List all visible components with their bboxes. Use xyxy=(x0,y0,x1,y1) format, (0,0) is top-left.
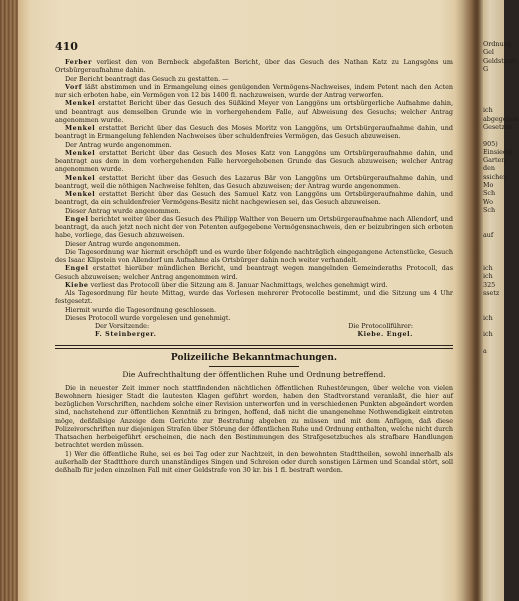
right-page-line: ich xyxy=(483,106,493,115)
right-page-line: den xyxy=(483,164,495,173)
right-page-line xyxy=(483,322,504,330)
clerks-title: Die Protocollführer: xyxy=(348,322,413,330)
left-page xyxy=(55,40,453,580)
speaker-name: Engel xyxy=(65,264,89,273)
right-page-line: abgegeben xyxy=(483,114,519,123)
right-page-line xyxy=(483,98,504,106)
right-page-line xyxy=(483,81,504,89)
right-page-line xyxy=(483,256,504,264)
speaker-name: Ferber xyxy=(65,58,93,66)
paragraph-text: verliest den von Bernbeck abgefaßten Bericht, über das Gesuch des Nathan Katz zu Langsgöns um Ortsbürgeraufnahme dahin. xyxy=(55,58,453,75)
right-page-line xyxy=(483,339,504,347)
page-edges-left xyxy=(0,0,18,601)
right-page-line xyxy=(483,306,504,314)
paragraph-text: läßt abstimmen und in Ermangelung eines genügenden Vermögens-Nachweises, indem Petent nach den Acten nur sich erboten habe, ein Vermögen von 12 bis 1400 fl. nachzuweisen, wurde der Antrag verworfen. xyxy=(55,82,453,99)
right-page-line: ich xyxy=(483,330,493,339)
protocol-paragraph xyxy=(55,75,453,83)
paragraph-text: erstattet Bericht über das Gesuch des Moses Moritz von Langgöns, um Ortsbürgeraufnahme dahin, und beantragt in Ermangelung fehlenden Nachweises über schuldenfreies Vermögen, das Gesuch abzuweisen. xyxy=(55,124,453,141)
right-page-line: ich xyxy=(483,272,493,281)
right-page-line: Garten xyxy=(483,156,506,165)
paragraph-text: Dieses Protocoll wurde vorgelesen und genehmigt. xyxy=(65,313,231,322)
right-page-line: 905) xyxy=(483,139,498,148)
right-page-line: Geldstrafe xyxy=(483,56,517,65)
page-body xyxy=(55,58,453,474)
protocol-paragraph xyxy=(55,314,453,322)
right-page-line xyxy=(483,239,504,247)
right-page-line: Wo xyxy=(483,197,493,206)
paragraph-text: erstattet Bericht über das Gesuch des Lazarus Bär von Langgöns um Ortsbürgeraufnahme dahin, und beantragt, weil die nöthigen Nachweise fehlten, das Gesuch abzuweisen; der Antrag wurde angenommen. xyxy=(55,173,453,190)
protocol-paragraph xyxy=(55,215,453,240)
protocol-paragraph xyxy=(55,264,453,281)
right-page-line: Mo xyxy=(483,181,494,190)
speaker-name: Menkel xyxy=(65,148,96,157)
right-page-line xyxy=(483,214,504,222)
right-page-line: Einsiedel xyxy=(483,147,513,156)
paragraph-text: Der Bericht beantragt das Gesuch zu gestatten. — xyxy=(65,74,229,83)
protocol-paragraph xyxy=(55,289,453,306)
right-page-line: Sch xyxy=(483,189,496,198)
protocol-paragraph xyxy=(55,124,453,141)
section-rule-top xyxy=(55,345,453,346)
paragraph-text: Die Tagesordnung war hiermit erschöpft und es wurde über folgende nachträglich eingegangene Actenstücke, Gesuch des Isaac Klipstein von Allendorf um Aufnahme als Ortsbürger dahin noch weiter verhandelt. xyxy=(55,247,453,264)
signature-names xyxy=(55,330,453,338)
chair-title: Der Vorsitzende: xyxy=(95,322,150,330)
right-page-line xyxy=(483,131,504,139)
page-number: 410 xyxy=(55,40,78,53)
paragraph-text: verliest das Protocoll über die Sitzung am 8. Januar Nachmittags, welches genehmigt wird. xyxy=(88,280,388,289)
protocol-paragraph xyxy=(55,141,453,149)
paragraph-text: Hiermit wurde die Tagesordnung geschlossen. xyxy=(65,305,217,314)
speaker-name: Menkel xyxy=(65,99,96,108)
speaker-name: Engel xyxy=(65,214,89,223)
right-page-line: 325 xyxy=(483,280,496,289)
right-page-line: ssichen xyxy=(483,172,508,181)
right-page-line: Ordnung xyxy=(483,40,512,48)
speaker-name: Menkel xyxy=(65,124,96,132)
paragraph-text: erstattet Bericht über das Gesuch des Moses Katz von Langgöns um Ortsbürgeraufnahme dahin, und beantragt aus dem in dem vorhergehenden Falle hervorgehobenen Grunde das Gesuch abzuweisen; welcher Antrag angenommen wurde. xyxy=(55,148,453,174)
protocol-paragraph xyxy=(55,240,453,248)
right-page-line: ich xyxy=(483,313,493,322)
protocol-paragraph xyxy=(55,306,453,314)
protocol-paragraph xyxy=(55,58,453,75)
right-page-line: Gel xyxy=(483,48,494,57)
paragraph-text: Dieser Antrag wurde angenommen. xyxy=(65,239,181,248)
right-page-line xyxy=(483,90,504,98)
notice-paragraph: 1) Wer die öffentliche Ruhe, sei es bei Tag oder zur Nachtzeit, in den bewohnten Stadttheilen, sowohl innerhalb als außerhalb der Stadtthore durch unanständiges Singen und Schreien oder durch sonstigen Lärmen und Scandal stört, soll deßhalb für jeden einzelnen Fall mit einer Geldstrafe von 30 kr. bis 1 fl. bestraft werden. xyxy=(55,449,453,474)
chair-name: F. Steinberger. xyxy=(95,330,157,339)
protocol-paragraph xyxy=(55,248,453,265)
right-page-line: Gesetzes xyxy=(483,122,512,131)
notice-paragraph: Die in neuester Zeit immer noch stattfindenden nächtlichen öffentlichen Ruhestörungen, über welche von vielen Bewohnern hiesiger Stadt die lautesten Klagen geführt worden, haben den Stadtvorstand veranlaßt, die hier auf bezüglichen Vorschriften, nachdem solche einer Revision unterworfen und in verschiedenen Punkten abgeändert worden sind, nachstehend zur öffentlichen Kenntniß zu bringen, hoffend, daß nicht die unangenehme Nothwendigkeit eintreten möge, deßfallsige Anzeige dem Gerichte zur Bestrafung abgeben zu müssen und mit dem Anfügen, daß diese Polizeivorschriften nur diejenigen Strafen über Störung der öffentlichen Ruhe und Ordnung enthalten, welche nicht durch Thatsachen herbeigeführt erscheinen, die nach den Bestimmungen des Strafgesetzbuches als strafbare Handlungen betrachtet werden müssen. xyxy=(55,383,453,450)
protocol-paragraph xyxy=(55,281,453,289)
right-page-line: ich xyxy=(483,264,493,273)
right-page-line: Sch xyxy=(483,205,496,214)
protocol-paragraph xyxy=(55,174,453,191)
section-subheading: Die Aufrechthaltung der öffentlichen Ruhe und Ordnung betreffend. xyxy=(122,369,386,379)
speaker-name: Menkel xyxy=(65,190,96,198)
paragraph-text: Als Tagesordnung für heute Mittag, wurde das Vorlesen mehrerer Protocolle bestimmt, und die Sitzung um 4 Uhr festgesetzt. xyxy=(55,289,453,306)
paragraph-text: erstattet hierüber mündlichen Bericht, und beantragt wegen mangelnden Gemeinderaths Protocoll, das Gesuch abzuweisen; welcher Antrag angenommen wird. xyxy=(55,264,453,281)
right-page-line xyxy=(483,247,504,255)
heading-divider xyxy=(209,366,299,367)
right-page-line xyxy=(483,223,504,231)
section-heading: Polizeiliche Bekanntmachungen. xyxy=(170,352,338,363)
gutter-shadow xyxy=(455,0,483,601)
speaker-name: Vorf xyxy=(65,82,83,91)
clerks-names: Kiebe. Engel. xyxy=(357,330,413,339)
paragraph-text: berichtet weiter über das Gesuch des Philipp Walther von Beuern um Ortsbürgeraufnahme nach Allendorf, und beantragt, da auch jetzt noch nicht der von Petenten aufgegebene Vermögensnachweis, den er beizubringen sich erboten habe, vorliege, das Gesuch abzuweisen. xyxy=(55,214,453,240)
section-rule-thin xyxy=(55,348,453,349)
right-page-line xyxy=(483,297,504,305)
right-page-line: ssetz xyxy=(483,288,500,297)
right-page-line: G xyxy=(483,64,489,73)
right-page-line: a xyxy=(483,346,487,355)
right-page-fragment xyxy=(483,40,519,580)
speaker-name: Menkel xyxy=(65,173,96,182)
paragraph-text: erstattet Bericht über das Gesuch des Samuel Katz von Langgöns um Ortsbürgeraufnahme dahin, und beantragt, da ein schuldenfreier Vermögens-Besitz nicht nachgewiesen sei, das Gesuch abzuweisen. xyxy=(55,190,453,207)
protocol-paragraph xyxy=(55,207,453,215)
protocol-paragraph xyxy=(55,99,453,124)
paragraph-text: Der Antrag wurde angenommen. xyxy=(65,140,172,149)
protocol-paragraph xyxy=(55,149,453,174)
right-page-line xyxy=(483,73,504,81)
paragraph-text: erstattet Bericht über das Gesuch des Süßkind Meyer von Langgöns um ortsbürgerliche Aufnahme dahin, und beantragt aus demselben Grunde wie in vorhergehendem Falle, auf Abweisung des Gesuchs; welcher Antrag angenommen wurde. xyxy=(55,99,453,124)
paragraph-text: Dieser Antrag wurde angenommen. xyxy=(65,206,181,215)
protocol-paragraph xyxy=(55,83,453,100)
speaker-name: Kiebe xyxy=(65,280,89,289)
protocol-paragraph xyxy=(55,190,453,207)
right-page-line: auf xyxy=(483,230,494,239)
signature-titles xyxy=(55,322,453,330)
